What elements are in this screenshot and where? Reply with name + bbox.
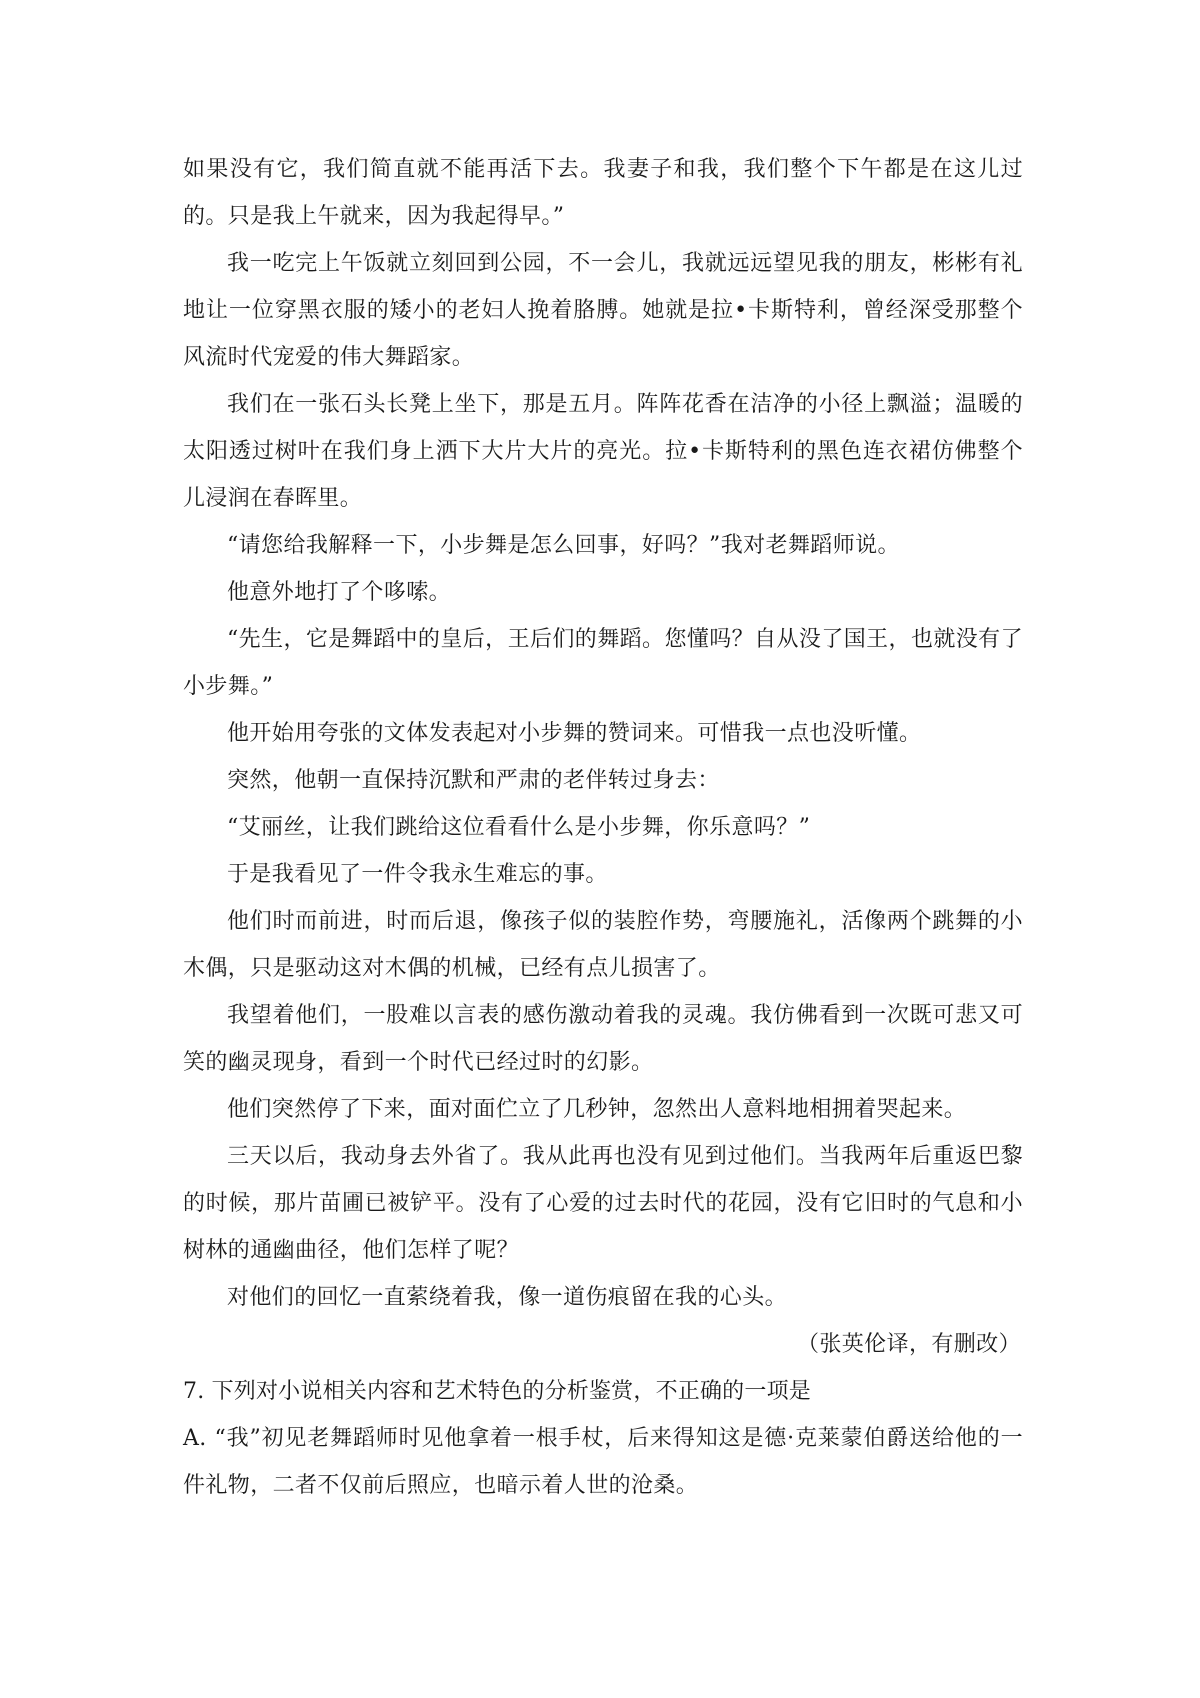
paragraph: 我一吃完上午饭就立刻回到公园，不一会儿，我就远远望见我的朋友，彬彬有礼地让一位穿黑衣服的矮小的老妇人挽着胳膊。她就是拉•卡斯特利，曾经深受那整个风流时代宠爱的伟大舞蹈家。: [183, 251, 1023, 370]
answer-option-a: A. “我”初见老舞蹈师时见他拿着一根手杖，后来得知这是德·克莱蒙伯爵送给他的一件礼物，二者不仅前后照应，也暗示着人世的沧桑。: [183, 1426, 1023, 1498]
paragraph: 对他们的回忆一直萦绕着我，像一道伤痕留在我的心头。: [227, 1285, 788, 1310]
translator-attribution: （张英伦译，有删改）: [796, 1332, 1021, 1357]
paragraph-continuation: 如果没有它，我们简直就不能再活下去。我妻子和我，我们整个下午都是在这儿过的。只是我上午就来，因为我起得早。”: [183, 157, 1023, 229]
paragraph: “艾丽丝，让我们跳给这位看看什么是小步舞，你乐意吗？”: [227, 815, 811, 840]
paragraph: 他意外地打了个哆嗦。: [227, 580, 452, 605]
paragraph: 他们突然停了下来，面对面伫立了几秒钟，忽然出人意料地相拥着哭起来。: [227, 1097, 967, 1122]
paragraph: “先生，它是舞蹈中的皇后，王后们的舞蹈。您懂吗？自从没了国王，也就没有了小步舞。”: [183, 627, 1023, 699]
paragraph: 他开始用夸张的文体发表起对小步舞的赞词来。可惜我一点也没听懂。: [227, 721, 922, 746]
paragraph: 我望着他们，一股难以言表的感伤激动着我的灵魂。我仿佛看到一次既可悲又可笑的幽灵现身，看到一个时代已经过时的幻影。: [183, 1003, 1023, 1075]
paragraph: 于是我看见了一件令我永生难忘的事。: [227, 862, 608, 887]
document-page: [183, 146, 1023, 1509]
paragraph: 突然，他朝一直保持沉默和严肃的老伴转过身去：: [227, 768, 720, 793]
paragraph: 三天以后，我动身去外省了。我从此再也没有见到过他们。当我两年后重返巴黎的时候，那片苗圃已被铲平。没有了心爱的过去时代的花园，没有它旧时的气息和小树林的通幽曲径，他们怎样了呢？: [183, 1144, 1023, 1263]
paragraph: 他们时而前进，时而后退，像孩子似的装腔作势，弯腰施礼，活像两个跳舞的小木偶，只是驱动这对木偶的机械，已经有点儿损害了。: [183, 909, 1023, 981]
paragraph: 我们在一张石头长凳上坐下，那是五月。阵阵花香在洁净的小径上飘溢；温暖的太阳透过树叶在我们身上洒下大片大片的亮光。拉•卡斯特利的黑色连衣裙仿佛整个儿浸润在春晖里。: [183, 392, 1023, 511]
question-stem: 7. 下列对小说相关内容和艺术特色的分析鉴赏，不正确的一项是: [183, 1379, 811, 1404]
paragraph: “请您给我解释一下，小步舞是怎么回事，好吗？”我对老舞蹈师说。: [227, 533, 900, 558]
